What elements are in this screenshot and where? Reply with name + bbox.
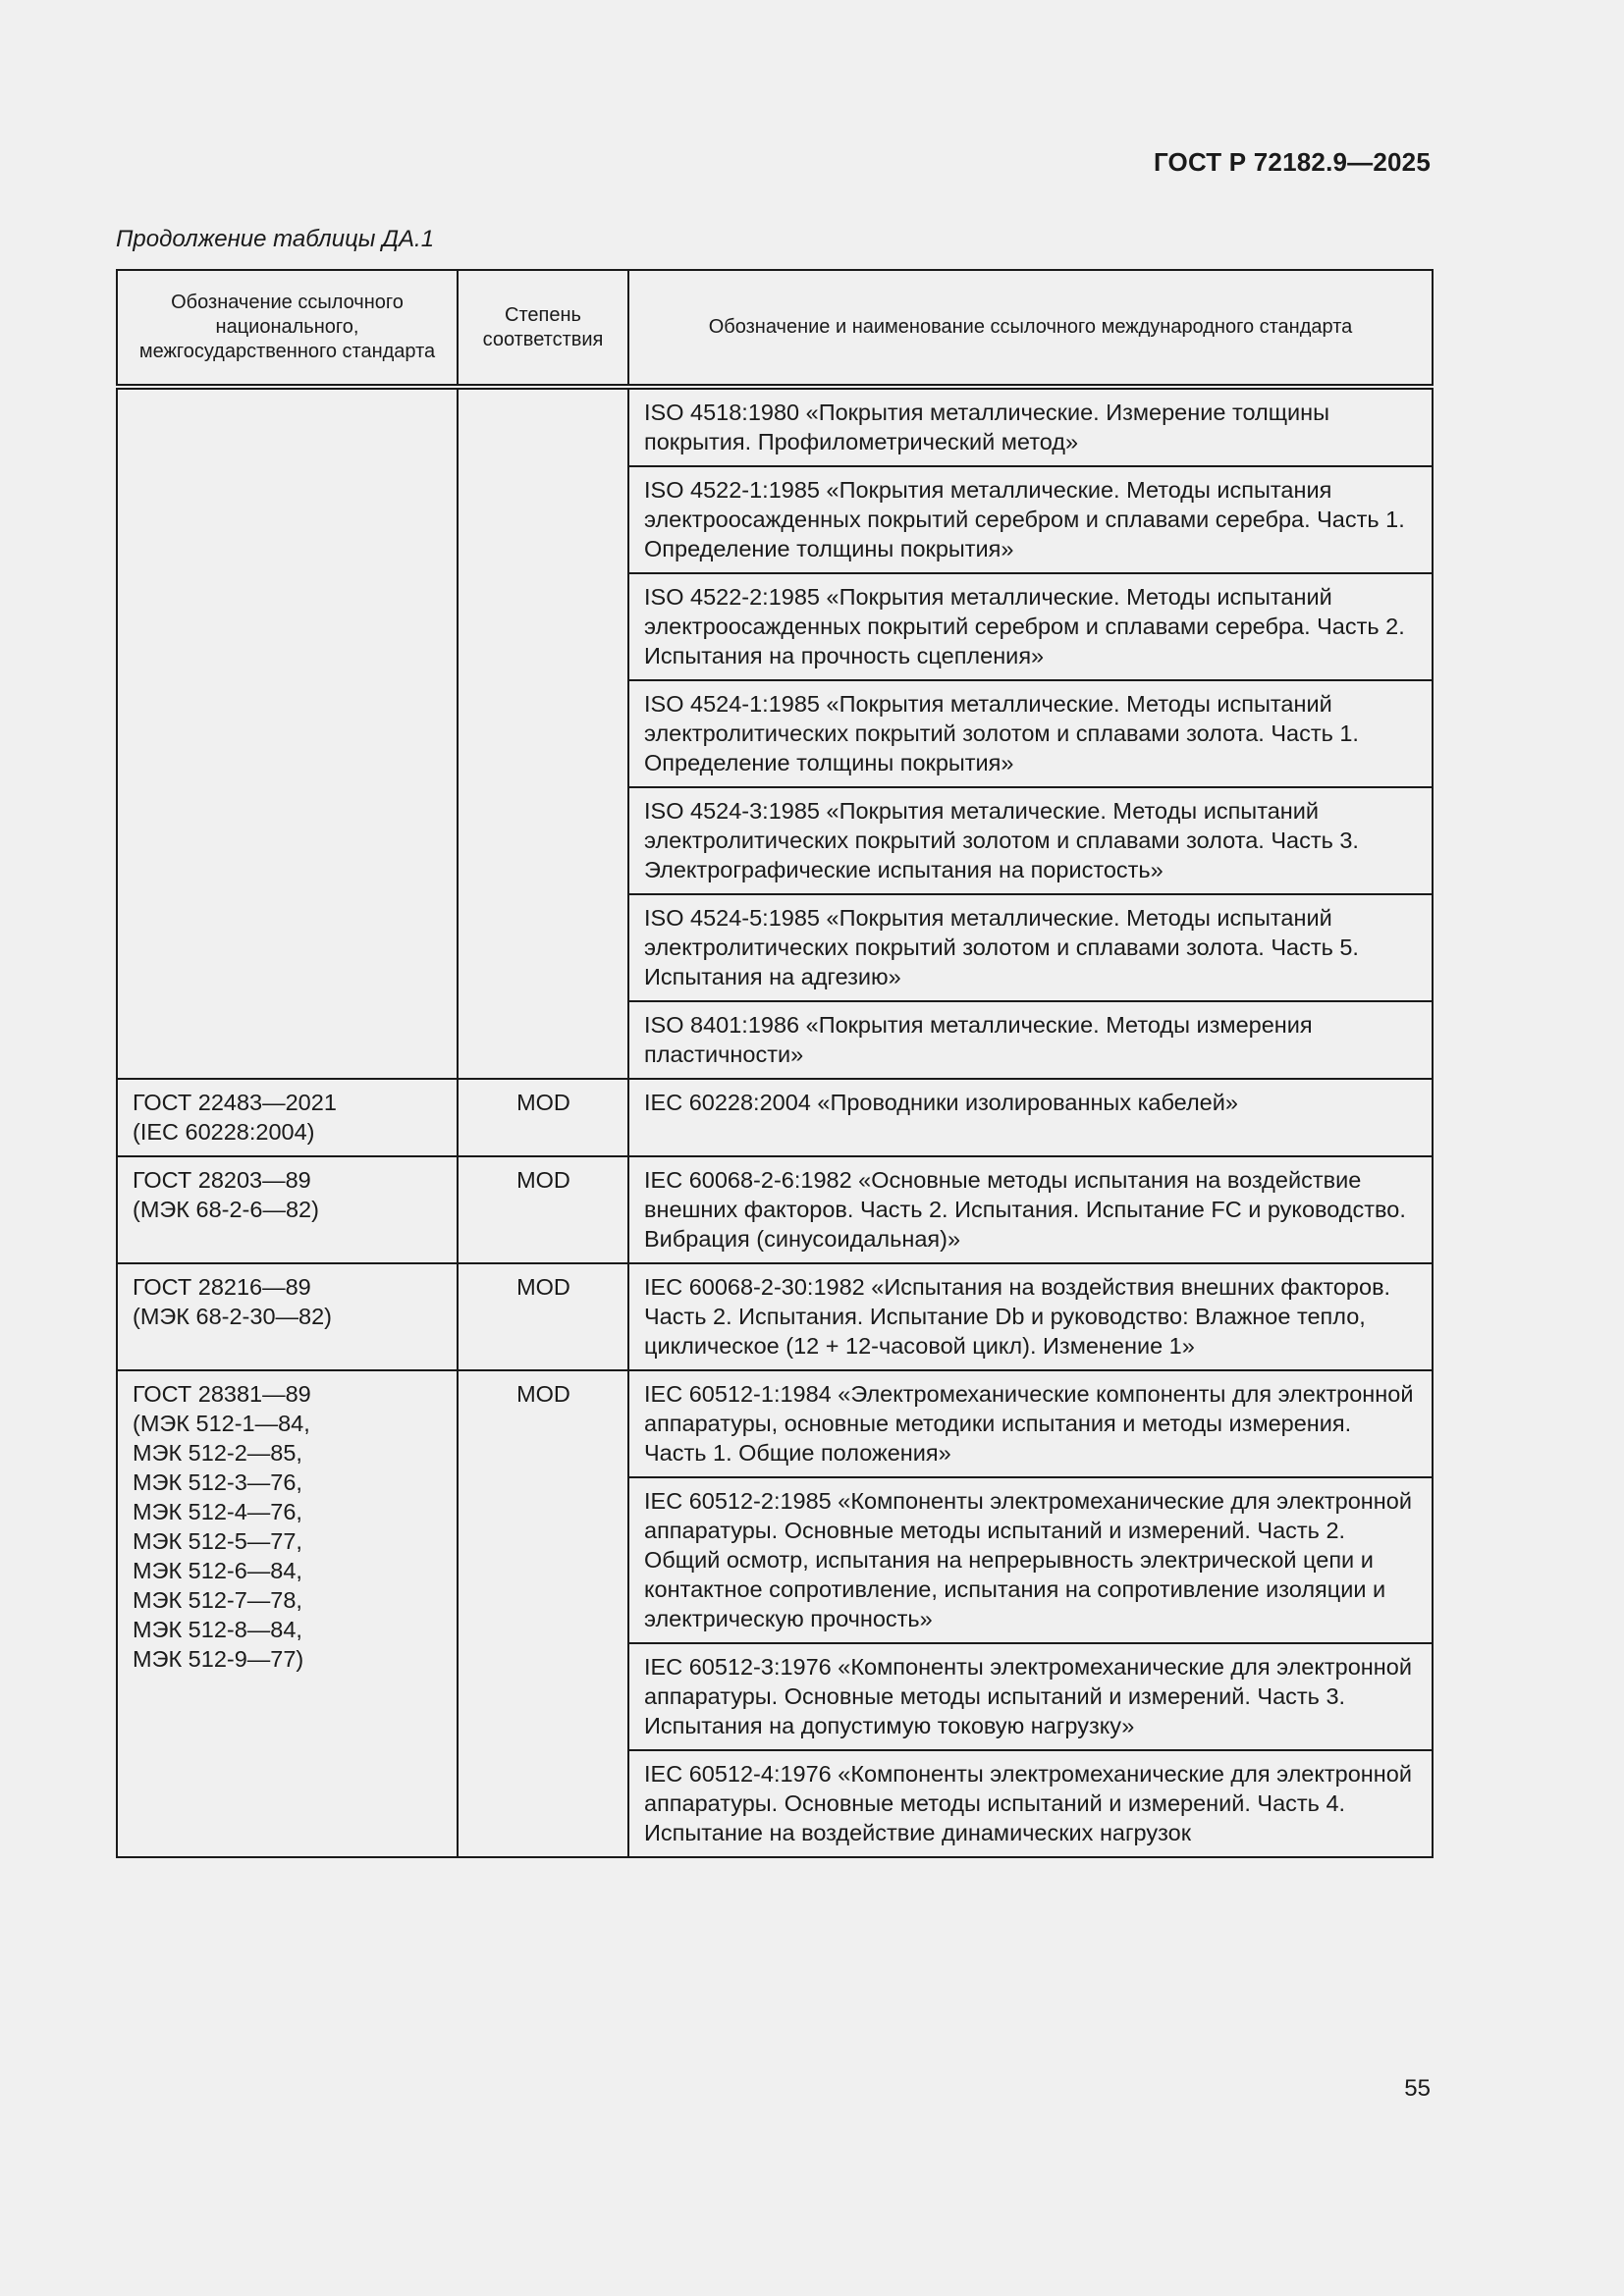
column-header-international: Обозначение и наименование ссылочного международного стандарта (628, 270, 1433, 387)
column-header-national: Обозначение ссылочного национального, межгосударственного стандарта (117, 270, 458, 387)
international-standard-cell: IEC 60068-2-6:1982 «Основные методы испытания на воздействие внешних факторов. Часть 2. Испытания. Испытание FC и руководство. Вибрация (синусоидальная)» (628, 1156, 1433, 1263)
national-standard-cell (117, 387, 458, 1079)
degree-cell: MOD (458, 1263, 628, 1370)
degree-cell (458, 387, 628, 1079)
national-standard-cell: ГОСТ 28203—89 (МЭК 68-2-6—82) (117, 1156, 458, 1263)
table-row (117, 1370, 1433, 1477)
international-standard-cell: ISO 8401:1986 «Покрытия металлические. Методы измерения пластичности» (628, 1001, 1433, 1079)
international-standard-cell: ISO 4524-1:1985 «Покрытия металлические. Методы испытаний электролитических покрытий золотом и сплавами золота. Часть 1. Определение толщины покрытия» (628, 680, 1433, 787)
national-standard-cell: ГОСТ 28381—89 (МЭК 512-1—84, МЭК 512-2—85, МЭК 512-3—76, МЭК 512-4—76, МЭК 512-5—77, МЭК 512-6—84, МЭК 512-7—78, МЭК 512-8—84, МЭК 512-9—77) (117, 1370, 458, 1857)
international-standard-cell: IEC 60512-3:1976 «Компоненты электромеханические для электронной аппаратуры. Основные методы испытаний и измерений. Часть 3. Испытания на допустимую токовую нагрузку» (628, 1643, 1433, 1750)
table-caption: Продолжение таблицы ДА.1 (116, 226, 435, 252)
international-standard-cell: IEC 60512-4:1976 «Компоненты электромеханические для электронной аппаратуры. Основные методы испытаний и измерений. Часть 4. Испытание на воздействие динамических нагрузок (628, 1750, 1433, 1857)
international-standard-cell: IEC 60228:2004 «Проводники изолированных кабелей» (628, 1079, 1433, 1156)
degree-cell: MOD (458, 1156, 628, 1263)
international-standard-cell: ISO 4518:1980 «Покрытия металлические. Измерение толщины покрытия. Профилометрический метод» (628, 387, 1433, 466)
degree-cell: MOD (458, 1370, 628, 1857)
national-standard-cell: ГОСТ 22483—2021 (IEC 60228:2004) (117, 1079, 458, 1156)
international-standard-cell: ISO 4524-5:1985 «Покрытия металлические. Методы испытаний электролитических покрытий золотом и сплавами золота. Часть 5. Испытания на адгезию» (628, 894, 1433, 1001)
national-standard-cell: ГОСТ 28216—89 (МЭК 68-2-30—82) (117, 1263, 458, 1370)
reference-standards-table (116, 269, 1434, 1858)
degree-cell: MOD (458, 1079, 628, 1156)
column-header-degree: Степень соответствия (458, 270, 628, 387)
table-row (117, 387, 1433, 466)
international-standard-cell: ISO 4522-1:1985 «Покрытия металлические. Методы испытания электроосажденных покрытий серебром и сплавами серебра. Часть 1. Определение толщины покрытия» (628, 466, 1433, 573)
table-row (117, 1156, 1433, 1263)
international-standard-cell: ISO 4522-2:1985 «Покрытия металлические. Методы испытаний электроосажденных покрытий серебром и сплавами серебра. Часть 2. Испытания на прочность сцепления» (628, 573, 1433, 680)
table-header-row (117, 270, 1433, 387)
international-standard-cell: IEC 60512-2:1985 «Компоненты электромеханические для электронной аппаратуры. Основные методы испытаний и измерений. Часть 2. Общий осмотр, испытания на непрерывность электрической цепи и контактное сопротивление, испытания на сопротивление изоляции и электрическую прочность» (628, 1477, 1433, 1643)
table-row (117, 1079, 1433, 1156)
document-code: ГОСТ Р 72182.9—2025 (1153, 147, 1431, 177)
international-standard-cell: IEC 60068-2-30:1982 «Испытания на воздействия внешних факторов. Часть 2. Испытания. Испытание Db и руководство: Влажное тепло, циклическое (12 + 12-часовой цикл). Изменение 1» (628, 1263, 1433, 1370)
international-standard-cell: ISO 4524-3:1985 «Покрытия металические. Методы испытаний электролитических покрытий золотом и сплавами золота. Часть 3. Электрографические испытания на пористость» (628, 787, 1433, 894)
table-body (117, 387, 1433, 1857)
international-standard-cell: IEC 60512-1:1984 «Электромеханические компоненты для электронной аппаратуры, основные методики испытания и методы измерения. Часть 1. Общие положения» (628, 1370, 1433, 1477)
page-number: 55 (1404, 2075, 1431, 2102)
table-row (117, 1263, 1433, 1370)
